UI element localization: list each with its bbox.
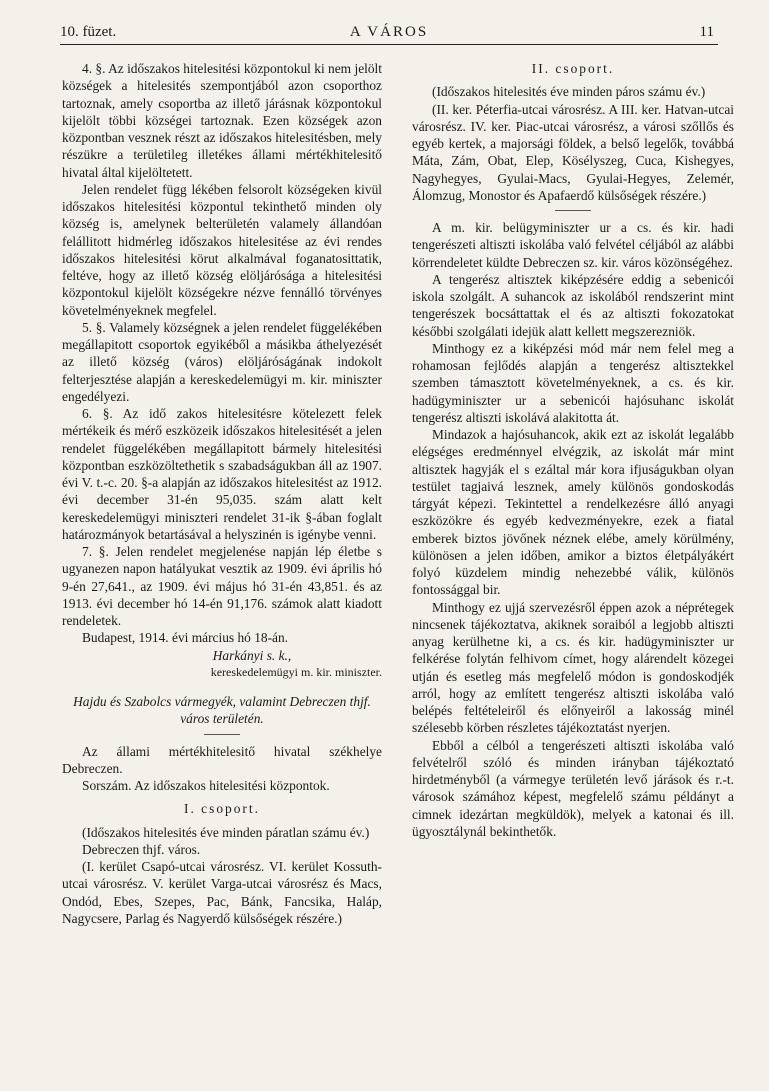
paragraph-graduates: Mindazok a hajósuhancok, akik ezt az iskolát legalább elégséges eredménnyel elvégzik, az iskolát már mint altisztek hagyják el s ezáltal már kora ifjuságukban olyan testület tagjaivá lesznek, amely különös gondoskodás tárgyát képezi. Tekintettel a rendelkezésre álló anyagi eszközökre és egyéb kedvezményekre, ezek a fiatal emberek biztos jövőnek néznek elébe, amely körülmény, különösen a jelen időben, amikor a biztos életpályákért folyó küzdelem mindig nehezebbé válik, különös fontossággal bir. [412, 427, 734, 598]
group-1-list: (I. kerület Csapó-utcai városrész. VI. kerület Kossuth-utcai városrész. V. kerület Varga-utcai városrész és Macs, Ondód, Ebes, Szepes, Pac, Bánk, Fancsika, Haláp, Nagycsere, Parlag és Nagyerdő külsőségek részére.) [62, 859, 382, 926]
divider [555, 210, 591, 211]
paragraph-reorganization: Minthogy ez a kiképzési mód már nem felel meg a rohamosan fejlődés alapján a tengerész altisztekkel szemben támasztott követelményeknek, a cs. és kir. hadügyminiszter ur a sebenicói hajósuhanc iskolát tengerész altiszti iskolává alakitotta át. [412, 340, 734, 425]
paragraph-circular-intro: A m. kir. belügyminiszter ur a cs. és kir. hadi tengerészeti altiszti iskolába való felvétel céljából az alábbi körrendeletet küldte Debreczen sz. kir. város közönségéhez. [412, 220, 734, 270]
group-1-note: (Időszakos hitelesités éve minden páratlan számu év.) [82, 824, 370, 840]
group-1-title: I. csoport. [184, 801, 260, 817]
issue-number: 10. füzet. [60, 24, 117, 40]
date-line: Budapest, 1914. évi március hó 18-án. [82, 630, 289, 646]
page-header [60, 22, 718, 45]
paragraph-request: Minthogy ez ujjá szervezésről éppen azok a néprétegek nincsenek tájékoztatva, akiknek soraiból a legjobb altiszti anyag kerülhetne ki, a cs. és kir. hadügyminiszter ur felkérése folytán felhivom címet, hogy alárendelt közegei utján és esetleg más megfelelő módon is gondoskodjék arról, hogy az említett tengerész altiszti iskolába való belépés feltételeiről és előnyeiről a lakosság minél szélesebb körben részletes tájékoztatást nyerjen. [412, 599, 734, 736]
paragraph-table-header: Sorszám. Az időszakos hitelesitési központok. [82, 778, 330, 793]
paragraph-announcement: Ebből a célból a tengerészeti altiszti iskolába való felvételről szóló és minden irányban tájékoztató hirdetményből (a vármegye területén levő járások és r.-t. városok számához képest, megfelelő számu példányt a cimnek idezártan megküldök), melyek a katonai és ill. ügyosztálynál bekinthetők. [412, 737, 734, 839]
left-column [62, 60, 382, 927]
group-2-note: (Időszakos hitelesités éve minden páros számu év.) [432, 84, 706, 100]
divider [204, 734, 240, 735]
right-column [412, 60, 734, 840]
publication-title: A VÁROS [349, 24, 429, 40]
paragraph-section-7: 7. §. Jelen rendelet megjelenése napján lép életbe s ugyanezen napon hatályukat vesztik az 1909. évi április hó 9-én 27,641., az 1909. évi május hó 31-én 43,851. és az 1913. évi december hó 14-én 91,176. számok alatt kiadott rendeletek. [62, 544, 382, 628]
paragraph-office-seat: Az állami mértékhitelesitő hivatal székhelye Debreczen. [62, 743, 382, 776]
signature-name: Harkányi s. k., [212, 647, 292, 663]
page-number: 11 [699, 24, 714, 40]
signature-title: kereskedelemügyi m. kir. miniszter. [210, 664, 382, 679]
section-title: Hajdu és Szabolcs vármegyék, valamint Debreczen thjf. város területén. [73, 694, 371, 727]
group-2-list: (II. ker. Péterfia-utcai városrész. A III. ker. Hatvan-utcai városrész. IV. ker. Piac-utcai városrész, a városi szőllős és egyéb kertek, a majorsági földek, a belső legelők, továbbá Máta, Zám, Obat, Elep, Kösélyszeg, Cuca, Kishegyes, Nagyhegyes, Gyulai-Macs, Gyulai-Hegyes, Zelemér, Álomzug, Monostor és Apafaerdő külsőségek részére.) [412, 101, 734, 203]
paragraph-section-5: 5. §. Valamely községnek a jelen rendelet függelékében megállapitott csoportok egyikéből a másikba áthelyezését az illető község (város) elöljáróságának indokolt felterjesztése alapján a kereskedelemügyi m. kir. miniszter engedélyezi. [62, 319, 382, 404]
group-2-title: II. csoport. [531, 61, 615, 76]
group-1-city: Debreczen thjf. város. [82, 841, 201, 857]
paragraph-appendix-note: Jelen rendelet függ lékében felsorolt községeken kivül időszakos hitelesitési központul tekinthető minden oly község is, amelynek belterületén valamely állandóan felállitott hidmérleg időszakos hitelesitése az évi rendes időszakos hitelesitési körut alkalmával foganatosittatik, feltéve, hogy az illető község elöljárósága a hitelesitési központokul kijelölt községekre nézve fennálló törvényes követelményeknek megfelel. [62, 181, 382, 318]
paragraph-section-6: 6. §. Az idő zakos hitelesitésre kötelezett felek mértékeik és mérő eszközeik időszakos hitelesitését a jelen rendelet függelékében megállapitott bármely hitelesitési központban eszközöltethetik s szabadságukban áll az 1907. évi V. t.-c. 20. §-a alapján az időszakos hitelesitést az 1912. évi december 31-én 95,035. szám alatt kelt kereskedelemügyi miniszteri rendelet 31-ik §-ában foglalt határozmányok betartásával a helyszinén is igénybe venni. [62, 406, 382, 542]
paragraph-sebenico-school: A tengerész altisztek kiképzésére eddig a sebenicói iskola szolgált. A suhancok az iskolából rendszerint mint tengerészek bocsáttattak el és az altiszti fokozatokat későbbi szolgálati idejük alatt kellett megszerezniök. [412, 271, 734, 339]
paragraph-section-4: 4. §. Az időszakos hitelesitési központokul ki nem jelölt községek a hitelesités szempontjából azon csoporthoz tartoznak, amely csoportba az illető járásnak központokul kijelölt többi községei tartoznak. Ezen községek azon központban vesznek részt az időszakos hitelesitésben, mely részükre a területileg illetékes állami mértékhitelesitő hivatal által kijelöltetett. [62, 61, 382, 180]
